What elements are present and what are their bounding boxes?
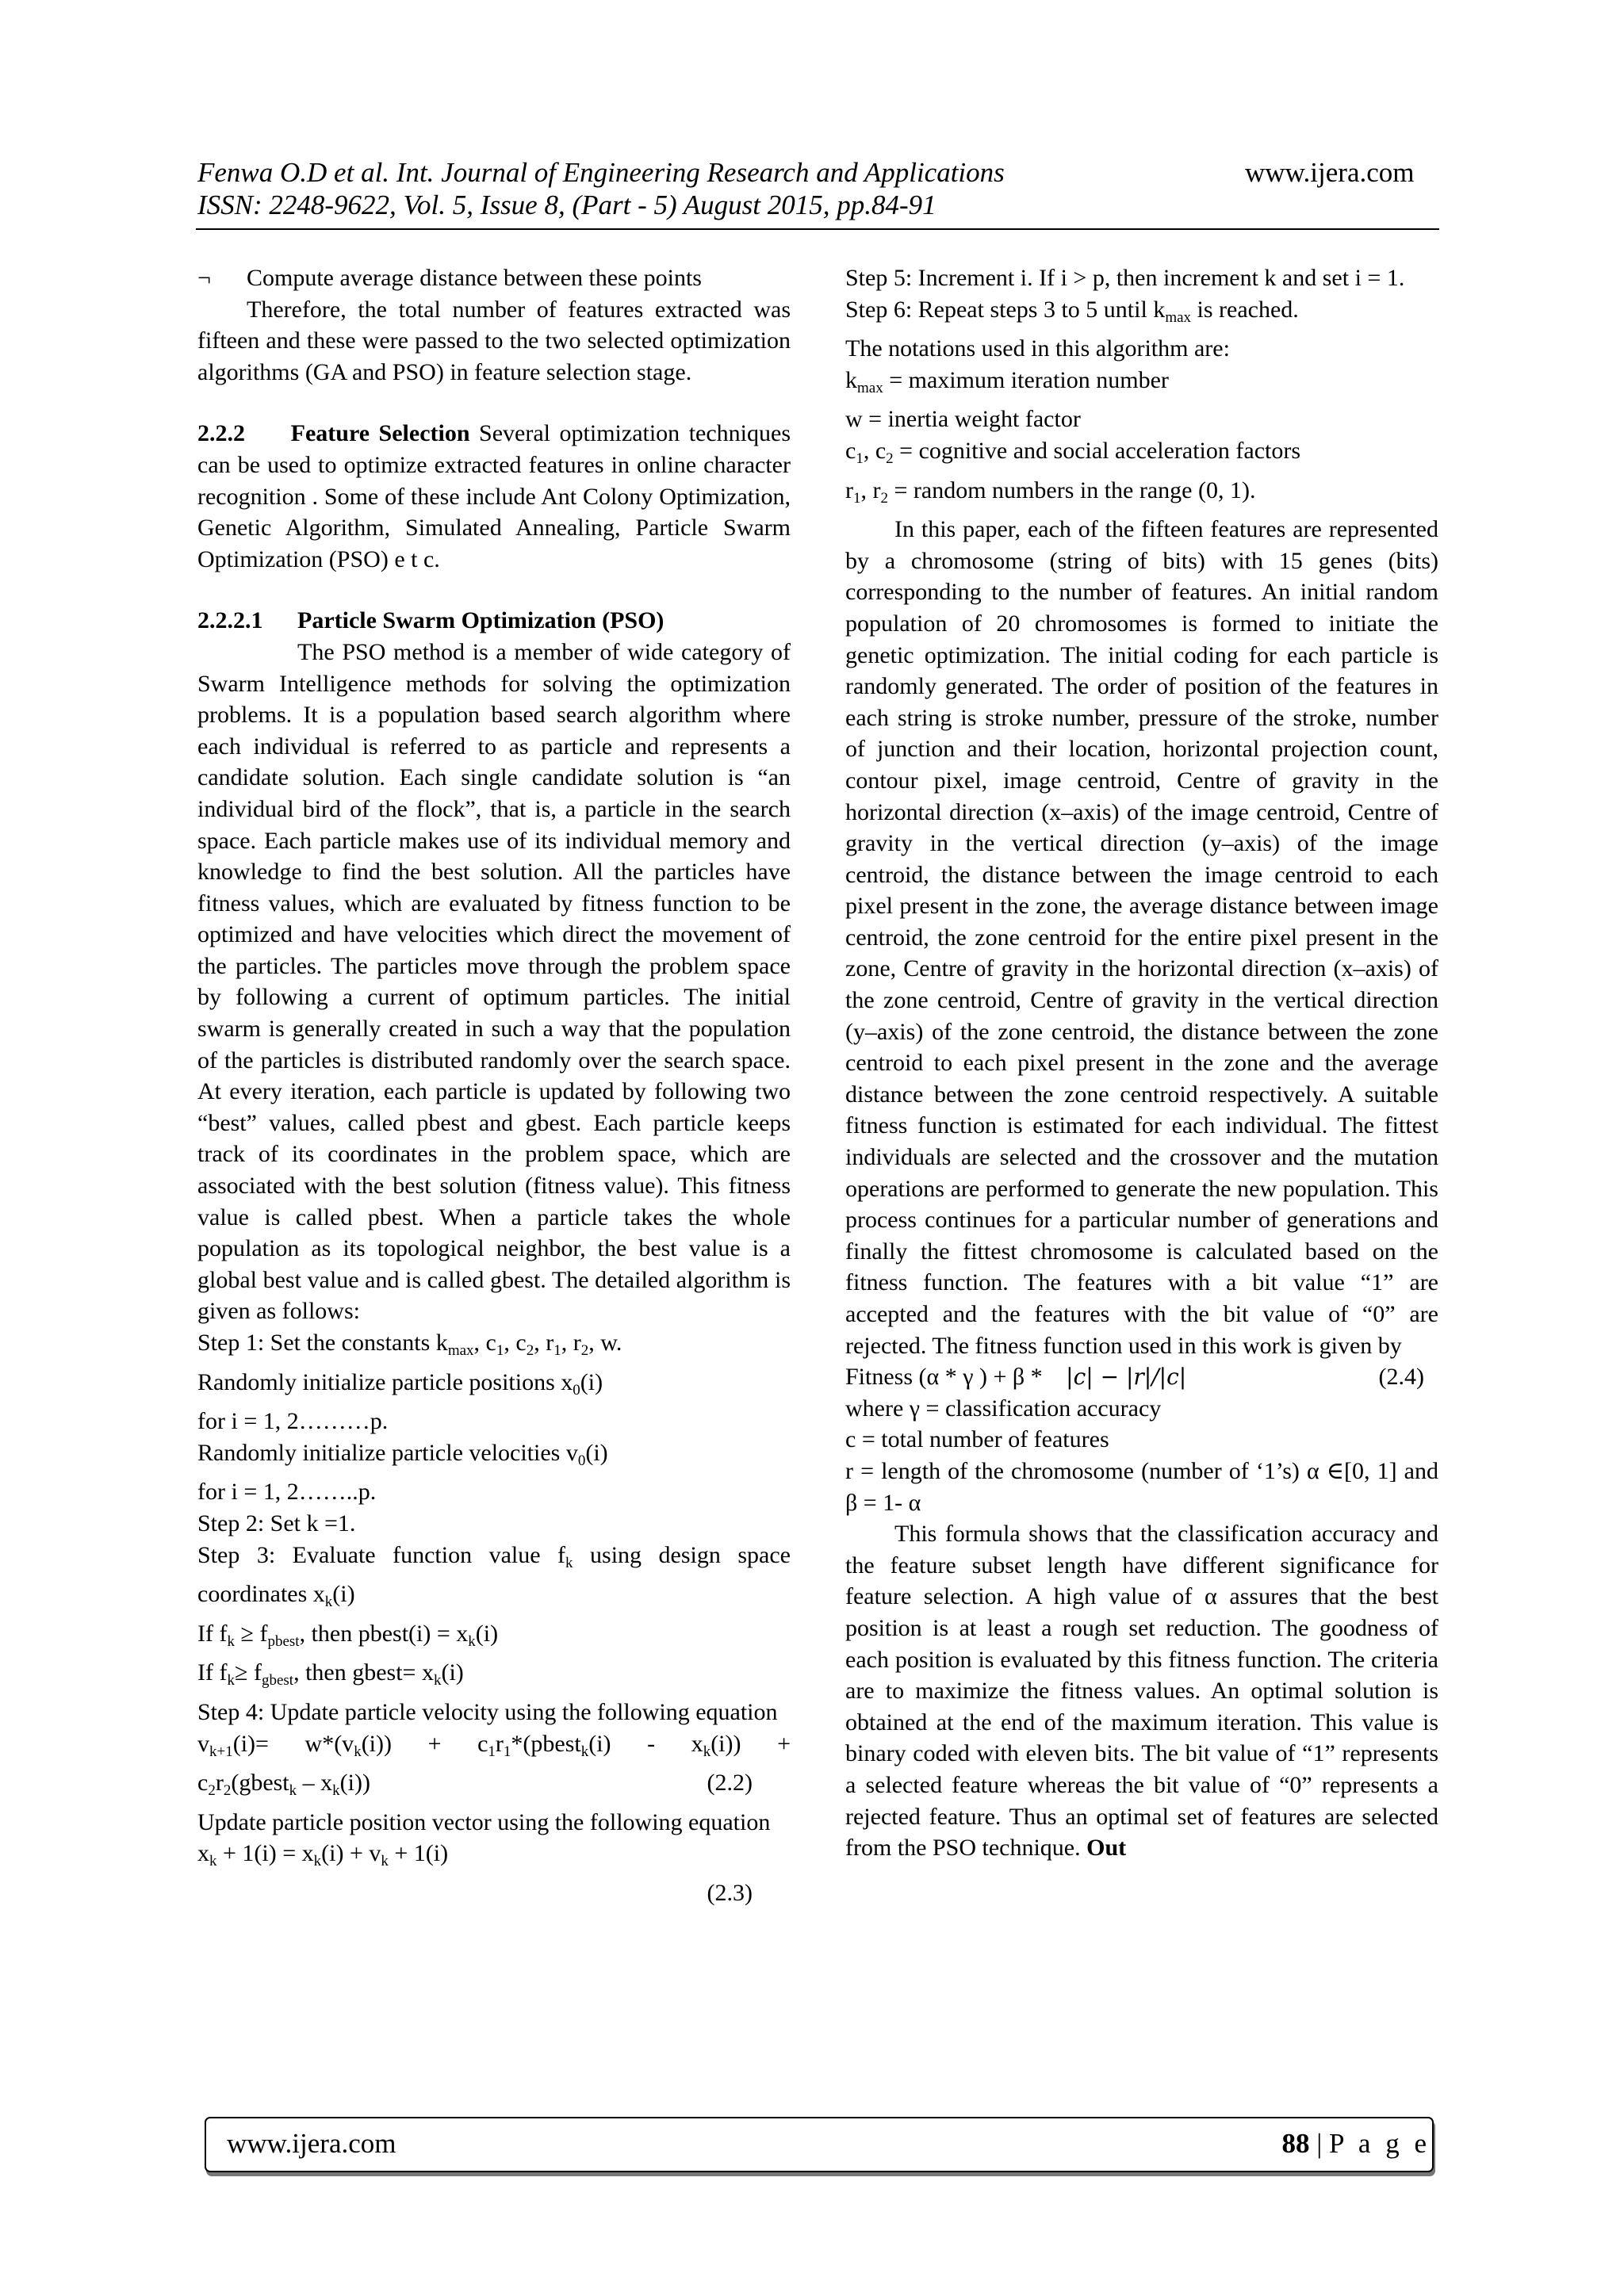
step-6: Step 6: Repeat steps 3 to 5 until $k_{max}$ is reached. xyxy=(845,296,1299,326)
equation-2-3: $x_k + 1(i) = x_k(i) + v_k + 1(i)$ xyxy=(197,1840,449,1870)
def-c: c = total number of features xyxy=(845,1426,1109,1453)
if-pbest: If $f_k \ge f_{pbest}$, then pbest(i) = $x_k(i)$ xyxy=(197,1620,499,1650)
right-column xyxy=(845,262,1438,1864)
equation-2-2-line1: $v_{k+1}(i)= w*(v_k(i))$ + $c_1r_1*(pbest_k(i) - x_k(i))$ + xyxy=(197,1730,791,1760)
equation-number-2-4: (2.4) xyxy=(1378,1364,1424,1391)
step-4: Step 4: Update particle velocity using the following equation xyxy=(197,1698,778,1725)
notation-r: $r_1$, $r_2$ = random numbers in the range (0, 1). xyxy=(845,476,1256,507)
bullet-item: ¬ Compute average distance between these points xyxy=(197,262,791,294)
init-velocities: Randomly initialize particle velocities $v_0(i)$ xyxy=(197,1439,608,1469)
if-gbest: If $f_k\ge f_{gbest}$, then gbest= $x_k(i)$ xyxy=(197,1659,464,1689)
equation-2-4: Fitness (α * γ ) + β * |c| − |r|/|c| (2.4) xyxy=(845,1361,1438,1393)
running-header-issn: ISSN: 2248-9622, Vol. 5, Issue 8, (Part - 5) August 2015, pp.84-91 xyxy=(197,189,936,220)
paragraph-formula: This formula shows that the classification accuracy and the feature subset length have different significance for feature selection. A high value of α assures that the best position is at least a rough set reduction. The goodness of each position is evaluated by this fitness function. The criteria are to maximize the fitness values. An optimal solution is obtained at the end of the maximum iteration. This value is binary coded with eleven bits. The bit value of “1” represents a selected feature whereas the bit value of “0” represents a rejected feature. Thus an optimal set of features are selected from the PSO technique. Out xyxy=(845,1521,1438,1862)
notation-kmax: $k_{max}$ = maximum iteration number xyxy=(845,366,1169,396)
paragraph-chromosome: In this paper, each of the fifteen features are represented by a chromosome (string of bits) with 15 genes (bits) corresponding to the number of features. An initial random population of 20 chromosomes is formed to initiate the genetic optimization. The initial coding for each particle is randomly generated. The order of position of the features in each string is stroke number, pressure of the stroke, number of junction and their location, horizontal projection count, contour pixel, image centroid, Centre of gravity in the horizontal direction (x–axis) of the image centroid, Centre of gravity in the vertical direction (y–axis) of the image centroid, the distance between the image centroid to each pixel present in the zone, the average distance between image centroid, the zone centroid for the entire pixel present in the zone, Centre of gravity in the horizontal direction (x–axis) of the zone centroid, Centre of gravity in the vertical direction (y–axis) of the zone centroid, the distance between the zone centroid to each pixel present in the zone and the average distance between the zone centroid respectively. A suitable fitness function is estimated for each individual. The fittest individuals are selected and the crossover and the mutation operations are performed to generate the new population. This process continues for a particular number of generations and finally the fittest chromosome is calculated based on the fitness function. The features with a bit value “1” are accepted and the features with the bit value of “0” are rejected. The fitness function used in this work is given by xyxy=(845,516,1438,1359)
step-3-coords: coordinates $x_k(i)$ xyxy=(197,1581,355,1611)
step-1: Step 1: Set the constants $k_{max}$, $c_1$, $c_2$, $r_1$, $r_2$, w. xyxy=(197,1330,622,1359)
header-rule xyxy=(196,228,1439,230)
step-3: Step 3: Evaluate function value $f_k$ using design space xyxy=(197,1541,791,1571)
loop-p-1: for i = 1, 2………p. xyxy=(197,1408,389,1435)
equation-number-2-2: (2.2) xyxy=(707,1770,753,1797)
def-r: r = length of the chromosome (number of ‘1’s) α ∈[0, 1] and β = 1- α xyxy=(845,1457,1438,1516)
section-2-2-2: 2.2.2 Feature Selection Several optimization techniques can be used to optimize extracted features in online character recognition . Some of these include Ant Colony Optimization, Genetic Algorithm, Simulated Annealing, Particle Swarm Optimization (PSO) e t c. xyxy=(197,420,791,572)
step-5: Step 5: Increment i. If i > p, then increment k and set i = 1. xyxy=(845,265,1405,291)
section-2-2-2-heading: 2.2.2 Feature Selection xyxy=(197,420,470,447)
step-2: Step 2: Set k =1. xyxy=(197,1510,356,1536)
left-column xyxy=(197,262,791,1909)
page-number: 88 | P a g e xyxy=(1281,2128,1431,2159)
notation-w: w = inertia weight factor xyxy=(845,406,1081,433)
equation-2-2-line2: $c_2r_2(gbest_k - x_k(i))$ (2.2) xyxy=(197,1767,791,1807)
loop-p-2: for i = 1, 2……..p. xyxy=(197,1479,377,1506)
paragraph-features-total: Therefore, the total number of features extracted was fifteen and these were passed to the two selected optimization algorithms (GA and PSO) in feature selection stage. xyxy=(197,296,791,385)
section-2-2-2-1-heading: 2.2.2.1 Particle Swarm Optimization (PSO) xyxy=(197,607,665,634)
fitness-formula: |c| − |r|/|c| xyxy=(1066,1364,1187,1391)
running-header-journal: Fenwa O.D et al. Int. Journal of Engineering Research and Applications xyxy=(197,157,1005,188)
update-position: Update particle position vector using the following equation xyxy=(197,1808,771,1835)
def-gamma: where γ = classification accuracy xyxy=(845,1395,1162,1422)
notation-c: $c_1$, $c_2$ = cognitive and social acceleration factors xyxy=(845,437,1301,467)
negation-bullet-icon: ¬ xyxy=(197,265,211,291)
footer-url: www.ijera.com xyxy=(227,2128,396,2159)
header-url: www.ijera.com xyxy=(1245,157,1415,188)
equation-number-2-3: (2.3) xyxy=(707,1879,753,1906)
notations-intro: The notations used in this algorithm are: xyxy=(845,335,1230,362)
bold-out: Out xyxy=(1086,1835,1127,1862)
paragraph-pso: The PSO method is a member of wide category of Swarm Intelligence methods for solving the optimization problems. It is a population based search algorithm where each individual is referred to as particle and represents a candidate solution. Each single candidate solution is “an individual bird of the flock”, that is, a particle in the search space. Each particle makes use of its individual memory and knowledge to find the best solution. All the particles have fitness values, which are evaluated by fitness function to be optimized and have velocities which direct the movement of the particles. The particles move through the problem space by following a current of optimum particles. The initial swarm is generally created in such a way that the population of the particles is distributed randomly over the search space. At every iteration, each particle is updated by following two “best” values, called pbest and gbest. Each particle keeps track of its coordinates in the problem space, which are associated with the best solution (fitness value). This fitness value is called pbest. When a particle takes the whole population as its topological neighbor, the best value is a global best value and is called gbest. The detailed algorithm is given as follows: xyxy=(197,638,791,1325)
init-positions: Randomly initialize particle positions $x_0(i)$ xyxy=(197,1368,603,1399)
